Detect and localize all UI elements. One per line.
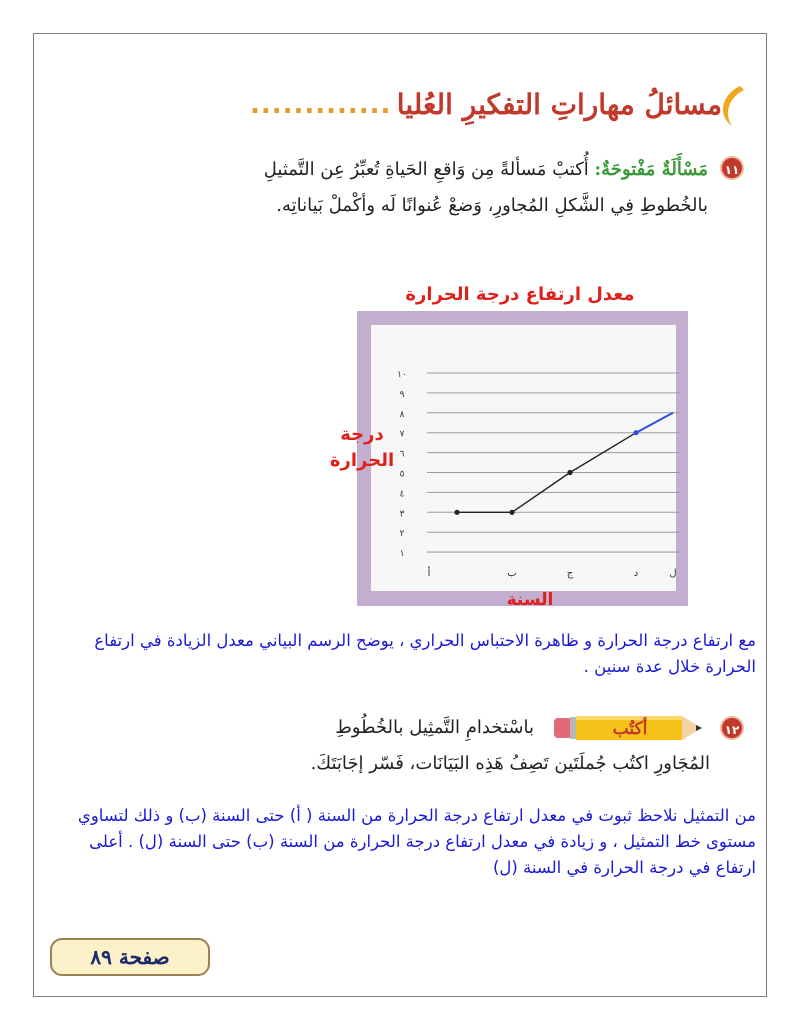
x-tick-label: ب <box>507 568 517 579</box>
x-tick-label: ل <box>669 568 677 579</box>
answer-1: مع ارتفاع درجة الحرارة و ظاهرة الاحتباس الحراري ، يوضح الرسم البياني معدل الزيادة في ارتفاع الحرارة خلال عدة سنين . <box>94 631 756 676</box>
series-segment <box>636 413 673 433</box>
data-point <box>633 430 638 435</box>
x-tick-label: د <box>633 568 639 579</box>
y-tick-label: ٦ <box>399 449 405 460</box>
section-title-dots: ............. <box>250 90 392 120</box>
open-problem-label: مَسْأَلَةٌ مَفْتوحَةٌ: <box>594 159 708 180</box>
y-tick-label: ٤ <box>399 489 405 500</box>
page-number: صفحة ٨٩ <box>50 938 210 976</box>
x-tick-label: ج <box>566 568 574 579</box>
y-tick-label: ٢ <box>399 529 405 540</box>
data-point <box>567 470 572 475</box>
x-axis-label: السنة <box>506 590 554 610</box>
pencil-write-icon <box>550 712 710 744</box>
question-12-line-2: المُجَاورِ اكتُب جُملَتَين تَصِفُ هَذِه البَيَانَات، فَسّر إجَابَتَكَ. <box>310 753 710 774</box>
y-tick-label: ٩ <box>399 389 405 400</box>
question-11-number: ١١ <box>720 156 744 180</box>
answer-2: من التمثيل نلاحظ ثبوت في معدل ارتفاع درجة الحرارة من السنة ( أ) حتى السنة (ب) و ذلك لتساوي مستوى خط التمثيل ، و زيادة في معدل ارتفاع درجة الحرارة من السنة (ب) حتى السنة (ل) . أعلى ارتفاع في درجة الحرارة في السنة (ل) <box>77 806 756 877</box>
y-tick-label: ٥ <box>399 469 405 480</box>
y-tick-label: ١ <box>399 549 405 560</box>
y-tick-label: ٨ <box>399 409 405 420</box>
chart-title: معدل ارتفاع درجة الحرارة <box>405 284 635 305</box>
data-point <box>454 510 459 515</box>
write-badge-label: أكتُب <box>612 719 648 739</box>
y-tick-label: ٣ <box>399 509 405 520</box>
question-12-number: ١٢ <box>720 716 744 740</box>
x-tick-label: أ <box>427 568 431 579</box>
question-12 <box>184 712 744 792</box>
data-point <box>509 510 514 515</box>
y-tick-label: ٧ <box>399 429 405 440</box>
y-tick-label: ١٠ <box>397 370 407 380</box>
section-title-text: مسائلُ مهاراتِ التفكيرِ العُليا <box>396 88 722 121</box>
y-axis-label: درجة الحرارة <box>329 424 395 471</box>
question-11-body: أُكتبْ مَسألةً مِن وَاقعِ الحَياةِ تُعبِّرُ عِن التَّمثيلِ بالخُطوطِ فِي الشَّكلِ المُجاورِ، وَضعْ عُنوانًا لَه وأكْملْ بَياناتِه. <box>263 159 708 216</box>
question-12-line-1: باسْتخدامِ التَّمثِيل بالخُطُوطِ <box>335 717 534 738</box>
